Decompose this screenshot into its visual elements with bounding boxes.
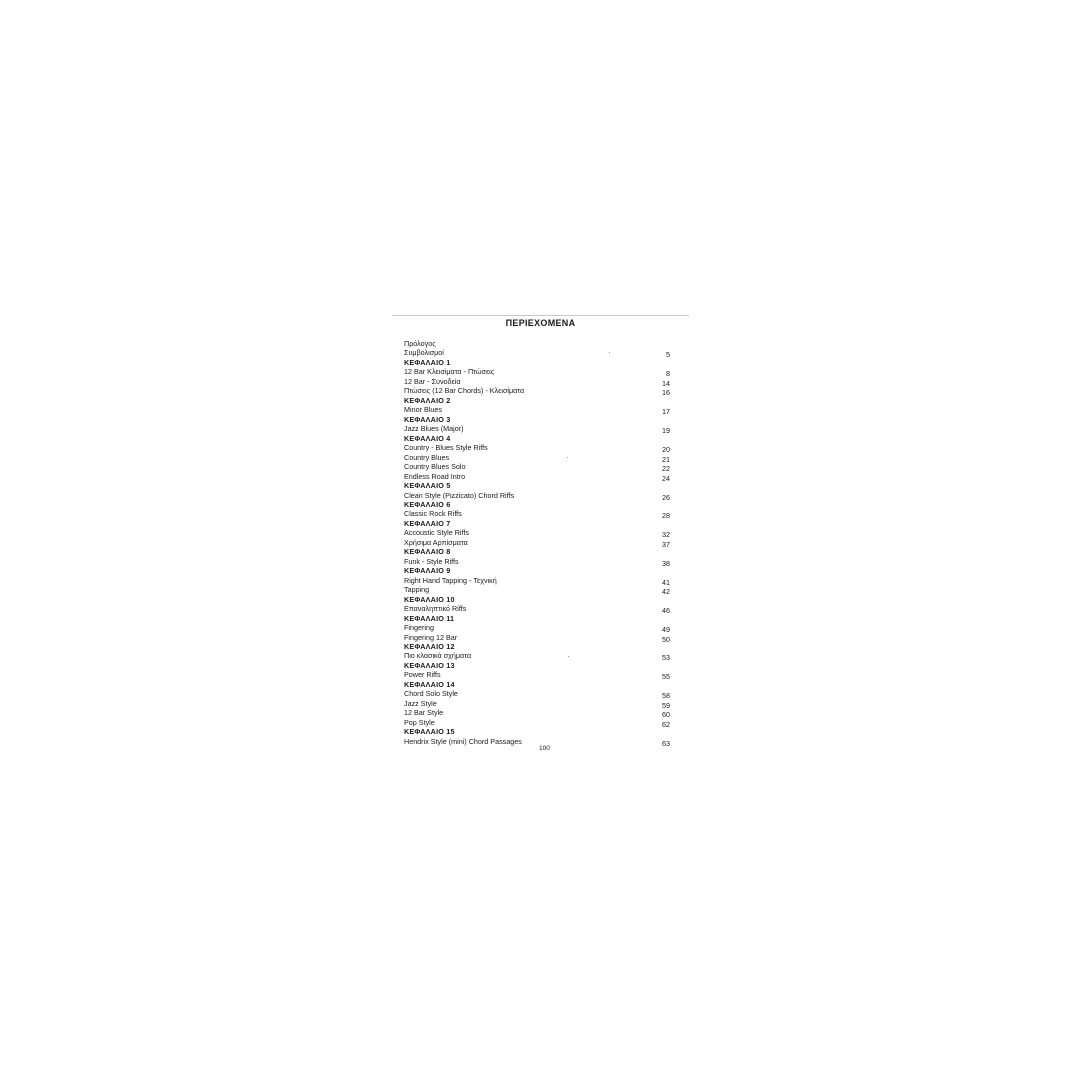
top-rule xyxy=(392,315,689,316)
toc-entry xyxy=(404,718,674,727)
toc-entry-title: ΚΕΦΑΛΑΙΟ 14 xyxy=(404,679,455,689)
toc-entry-title: Jazz Blues (Major) xyxy=(404,424,464,434)
toc-entry-page: 17 xyxy=(662,407,670,417)
toc-entry-page: 59 xyxy=(662,700,670,710)
toc-entry-page: 41 xyxy=(662,577,670,587)
toc-entry xyxy=(404,386,674,398)
toc-entry-page: 50 xyxy=(662,634,670,644)
toc-entry-title: Πιο κλασικά σχήματα xyxy=(404,651,472,661)
toc-entry xyxy=(404,633,674,642)
toc-entry-title: Χρήσιμα Αρπίσματα xyxy=(404,537,468,547)
toc-entry-title: Power Riffs xyxy=(404,670,441,680)
toc-entry-title: ΚΕΦΑΛΑΙΟ 2 xyxy=(404,395,451,405)
toc-entry-page: 55 xyxy=(662,672,670,682)
chapter-heading xyxy=(404,680,674,689)
table-of-contents xyxy=(404,339,674,746)
page-number: 100 xyxy=(539,745,550,752)
toc-entry-page: 8 xyxy=(666,369,670,379)
toc-entry xyxy=(404,689,674,701)
toc-entry-title: Tapping xyxy=(404,585,430,595)
toc-entry-title: ΚΕΦΑΛΑΙΟ 13 xyxy=(404,660,455,670)
chapter-heading xyxy=(404,481,674,490)
toc-entry xyxy=(404,377,674,386)
toc-entry-title: Πρόλογος xyxy=(404,339,436,348)
toc-entry-title: ΚΕΦΑΛΑΙΟ 6 xyxy=(404,499,451,509)
chapter-heading xyxy=(404,415,674,424)
toc-entry xyxy=(404,509,674,521)
toc-entry xyxy=(404,367,674,379)
chapter-heading xyxy=(404,642,674,651)
toc-entry-title: Country Blues Solo xyxy=(404,462,466,472)
toc-entry xyxy=(404,670,674,682)
toc-entry-title: Accoustic Style Riffs xyxy=(404,528,469,538)
toc-entry-title: 12 Bar Style xyxy=(404,708,444,718)
toc-entry xyxy=(404,604,674,616)
scan-speck xyxy=(567,457,568,458)
toc-entry-page: 21 xyxy=(662,454,670,464)
toc-entry-page: 53 xyxy=(662,653,670,663)
toc-entry xyxy=(404,405,674,417)
page-title: ΠΕΡΙΕΧΟΜΕΝΑ xyxy=(505,318,576,328)
chapter-heading xyxy=(404,614,674,623)
toc-entry xyxy=(404,623,674,635)
toc-entry-title: ΚΕΦΑΛΑΙΟ 10 xyxy=(404,594,455,604)
scan-speck xyxy=(609,352,610,353)
toc-entry xyxy=(404,453,674,462)
toc-entry-title: Funk - Style Riffs xyxy=(404,556,459,566)
toc-entry-title: Fingering xyxy=(404,623,434,633)
toc-entry-page: 14 xyxy=(662,378,670,388)
toc-entry-title: ΚΕΦΑΛΑΙΟ 3 xyxy=(404,414,451,424)
chapter-heading xyxy=(404,500,674,509)
toc-entry xyxy=(404,462,674,474)
chapter-heading xyxy=(404,595,674,604)
toc-entry xyxy=(404,538,674,547)
toc-entry-page: 19 xyxy=(662,426,670,436)
toc-entry-title: Endless Road Intro xyxy=(404,471,466,481)
chapter-heading xyxy=(404,661,674,670)
chapter-heading xyxy=(404,434,674,443)
toc-entry-page: 5 xyxy=(666,350,670,360)
toc-entry-title: Jazz Style xyxy=(404,698,437,708)
toc-entry-title: ΚΕΦΑΛΑΙΟ 8 xyxy=(404,547,451,557)
toc-entry-page: 22 xyxy=(662,464,670,474)
toc-entry-page: 58 xyxy=(662,691,670,701)
toc-entry-title: Συμβολισμοί xyxy=(404,348,444,358)
toc-entry-title: Chord Solo Style xyxy=(404,689,458,699)
toc-entry-title: Fingering 12 Bar xyxy=(404,632,458,642)
chapter-heading xyxy=(404,519,674,528)
toc-entry-title: ΚΕΦΑΛΑΙΟ 4 xyxy=(404,433,451,443)
toc-entry xyxy=(404,424,674,436)
toc-entry xyxy=(404,472,674,481)
toc-entry-page: 32 xyxy=(662,530,670,540)
toc-entry-title: ΚΕΦΑΛΑΙΟ 9 xyxy=(404,566,451,576)
toc-entry xyxy=(404,708,674,720)
toc-entry-page: 16 xyxy=(662,388,670,398)
chapter-heading xyxy=(404,727,674,736)
toc-entry xyxy=(404,348,674,360)
toc-entry-title: Right Hand Tapping - Τεχνική xyxy=(404,575,497,585)
toc-entry-page: 37 xyxy=(662,539,670,549)
toc-entry-page: 38 xyxy=(662,558,670,568)
toc-entry-title: ΚΕΦΑΛΑΙΟ 11 xyxy=(404,613,455,623)
toc-entry-title: ΚΕΦΑΛΑΙΟ 15 xyxy=(404,727,455,737)
toc-entry-title: Hendrix Style (mini) Chord Passages xyxy=(404,736,522,746)
chapter-heading xyxy=(404,358,674,367)
chapter-heading xyxy=(404,547,674,556)
chapter-heading xyxy=(404,396,674,405)
toc-entry xyxy=(404,491,674,500)
toc-entry xyxy=(404,339,674,348)
toc-entry-page: 49 xyxy=(662,625,670,635)
chapter-heading xyxy=(404,566,674,575)
toc-entry xyxy=(404,585,674,597)
scan-speck xyxy=(568,656,569,657)
toc-entry-title: Country Blues xyxy=(404,452,450,462)
toc-entry-page: 46 xyxy=(662,606,670,616)
toc-entry xyxy=(404,528,674,540)
toc-entry xyxy=(404,557,674,566)
toc-entry-page: 26 xyxy=(662,492,670,502)
toc-entry-title: Πτώσεις (12 Bar Chords) - Κλεισίματα xyxy=(404,386,525,396)
toc-entry-title: Clean Style (Pizzicato) Chord Riffs xyxy=(404,490,515,500)
toc-entry-page: 42 xyxy=(662,587,670,597)
toc-entry-page: 20 xyxy=(662,445,670,455)
toc-entry xyxy=(404,651,674,663)
toc-entry-title: Επαναληπτικό Riffs xyxy=(404,604,467,614)
toc-entry xyxy=(404,576,674,585)
toc-entry-title: Classic Rock Riffs xyxy=(404,509,462,519)
toc-entry-title: 12 Bar Κλεισίματα - Πτώσεις xyxy=(404,367,495,377)
toc-entry-page: 63 xyxy=(662,738,670,748)
toc-entry xyxy=(404,443,674,455)
toc-entry-title: 12 Bar - Συνοδεία xyxy=(404,376,461,386)
toc-entry-title: ΚΕΦΑΛΑΙΟ 12 xyxy=(404,642,455,651)
toc-entry-title: ΚΕΦΑΛΑΙΟ 5 xyxy=(404,481,451,491)
toc-entry-title: Country - Blues Style Riffs xyxy=(404,443,488,453)
toc-entry-page: 24 xyxy=(662,473,670,483)
toc-entry-title: Pop Style xyxy=(404,717,435,727)
toc-entry-title: ΚΕΦΑΛΑΙΟ 1 xyxy=(404,357,451,367)
toc-entry-page: 28 xyxy=(662,511,670,521)
toc-entry xyxy=(404,699,674,708)
toc-entry-page: 60 xyxy=(662,710,670,720)
toc-entry-title: Minor Blues xyxy=(404,405,442,415)
toc-entry-page: 62 xyxy=(662,719,670,729)
toc-entry-title: ΚΕΦΑΛΑΙΟ 7 xyxy=(404,518,451,528)
